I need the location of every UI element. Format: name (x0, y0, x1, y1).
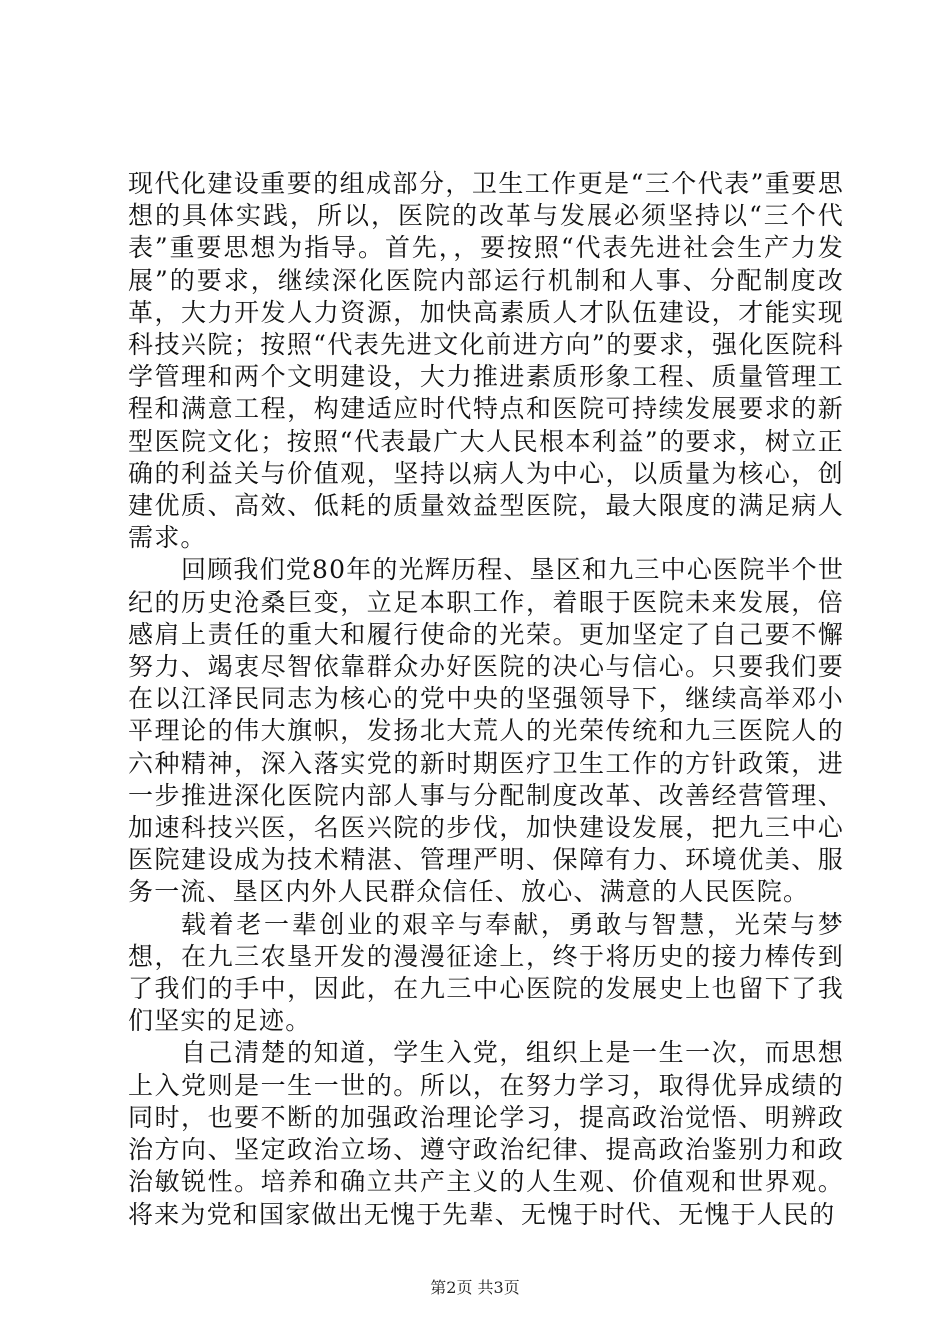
page-number-label: 第2页 共3页 (430, 1278, 520, 1297)
paragraph-review-history: 回顾我们党80年的光辉历程、垦区和九三中心医院半个世纪的历史沧桑巨变，立足本职工作，着眼于医院未来发展，倍感肩上责任的重大和履行使命的光荣。更加坚定了自己要不懈努力、竭衷尽智依靠群众办好医院的决心与信心。只要我们要在以江泽民同志为核心的党中央的坚强领导下，继续高举邓小平理论的伟大旗帜，发扬北大荒人的光荣传统和九三医院人的六种精神，深入落实党的新时期医疗卫生工作的方针政策，进一步推进深化医院内部人事与分配制度改革、改善经营管理、加速科技兴医，名医兴院的步伐，加快建设发展，把九三中心医院建设成为技术精湛、管理严明、保障有力、环境优美、服务一流、垦区内外人民群众信任、放心、满意的人民医院。 (128, 555, 845, 907)
paragraph-continuation: 现代化建设重要的组成部分，卫生工作更是“三个代表”重要思想的具体实践，所以，医院的改革与发展必须坚持以“三个代表”重要思想为指导。首先，，要按照“代表先进社会生产力发展”的要求，继续深化医院内部运行机制和人事、分配制度改革，大力开发人力资源，加快高素质人才队伍建设，才能实现科技兴院；按照“代表先进文化前进方向”的要求，强化医院科学管理和两个文明建设，大力推进素质形象工程、质量管理工程和满意工程，构建适应时代特点和医院可持续发展要求的新型医院文化；按照“代表最广大人民根本利益”的要求，树立正确的利益关与价值观，坚持以病人为中心，以质量为核心，创建优质、高效、低耗的质量效益型医院，最大限度的满足病人需求。 (128, 169, 844, 553)
body-text (128, 168, 844, 1231)
paragraph-party-membership: 自己清楚的知道，学生入党，组织上是一生一次，而思想上入党则是一生一世的。所以，在努力学习，取得优异成绩的同时，也要不断的加强政治理论学习，提高政治觉悟、明辨政治方向、坚定政治立场、遵守政治纪律、提高政治鉴别力和政治敏锐性。培养和确立共产主义的人生观、价值观和世界观。将来为党和国家做出无愧于先辈、无愧于时代、无愧于人民的 (128, 1038, 844, 1229)
page-footer (0, 1278, 950, 1298)
paragraph-predecessors: 载着老一辈创业的艰辛与奉献，勇敢与智慧，光荣与梦想，在九三农垦开发的漫漫征途上，终于将历史的接力棒传到了我们的手中，因此，在九三中心医院的发展史上也留下了我们坚实的足迹。 (128, 909, 844, 1036)
